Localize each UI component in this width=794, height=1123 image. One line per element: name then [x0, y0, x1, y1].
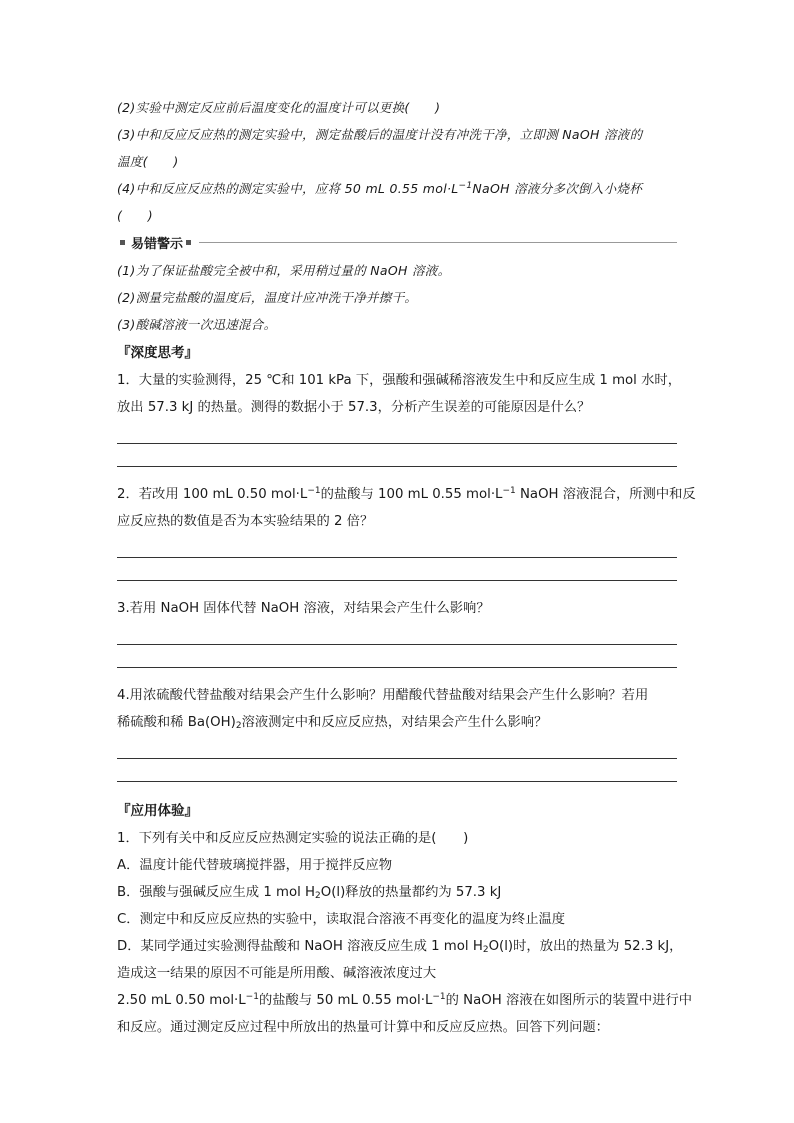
deep-q2-line1	[117, 481, 696, 508]
deep-q3: 3.若用 NaOH 固体代替 NaOH 溶液，对结果会产生什么影响？	[117, 601, 490, 616]
text-part: 的盐酸与 100 mL 0.55 mol·L	[320, 487, 503, 502]
header-rule	[199, 242, 677, 243]
subscript: 2	[482, 945, 489, 955]
subscript: 2	[315, 891, 321, 901]
superscript: −1	[432, 992, 446, 1002]
option-a: A．温度计能代替玻璃搅拌器，用于搅拌反应物	[117, 858, 393, 873]
deep-q1-line2: 放出 57.3 kJ 的热量。测得的数据小于 57.3，分析产生误差的可能原因是什么？	[117, 400, 591, 415]
text-part: NaOH 溶液混合，所测中和反	[515, 487, 696, 502]
option-d-line2: 造成这一结果的原因不可能是所用酸、碱溶液浓度过大	[117, 966, 437, 981]
text-part: (4)中和反应反应热的测定实验中，应将 50 mL 0.55 mol·L	[117, 181, 459, 196]
apply-q1-stem: 1．下列有关中和反应反应热测定实验的说法正确的是( )	[117, 831, 469, 846]
apply-title: 『应用体验』	[117, 803, 198, 819]
text-part: 2．若改用 100 mL 0.50 mol·L	[117, 487, 308, 502]
warning-title: 易错警示	[131, 236, 184, 252]
text-part: 的盐酸与 50 mL 0.55 mol·L	[258, 993, 433, 1008]
square-bullet-icon	[186, 240, 191, 245]
apply-q2-line2: 和反应。通过测定反应过程中所放出的热量可计算中和反应反应热。回答下列问题：	[117, 1020, 609, 1035]
option-b	[117, 879, 677, 906]
superscript: −1	[307, 486, 321, 496]
deep-q1-line1: 1．大量的实验测得，25 ℃和 101 kPa 下，强酸和强碱稀溶液发生中和反应生成 1 mol 水时，	[117, 373, 681, 388]
text-part: D．某同学通过实验测得盐酸和 NaOH 溶液反应生成 1 mol H	[117, 939, 483, 954]
text-part: B．强酸与强碱反应生成 1 mol H	[117, 885, 316, 900]
deep-q2-line2: 应反应热的数值是否为本实验结果的 2 倍？	[117, 514, 374, 529]
option-c: C．测定中和反应反应热的实验中，读取混合溶液不再变化的温度为终止温度	[117, 912, 566, 927]
superscript: −1	[502, 486, 516, 496]
superscript: −1	[245, 992, 259, 1002]
judge-item-4-line2: ( )	[117, 208, 153, 223]
square-bullet-icon	[120, 240, 125, 245]
text-part: O(l)时，放出的热量为 52.3 kJ，	[488, 939, 683, 954]
warning-item: (1)为了保证盐酸完全被中和，采用稍过量的 NaOH 溶液。	[117, 263, 451, 278]
deep-q4-line2	[117, 709, 677, 736]
deep-q4-line1: 4.用浓硫酸代替盐酸对结果会产生什么影响？用醋酸代替盐酸对结果会产生什么影响？若用	[117, 688, 649, 703]
page-content	[117, 94, 696, 1041]
text-part: 稀硫酸和稀 Ba(OH)	[117, 715, 236, 730]
superscript: −1	[458, 181, 473, 191]
option-d-line1	[117, 933, 683, 960]
judge-item-3-line1: (3)中和反应反应热的测定实验中，测定盐酸后的温度计没有冲洗干净，立即测 NaOH 溶液的	[117, 127, 643, 142]
subscript: 2	[235, 721, 242, 731]
warning-item: (2)测量完盐酸的温度后，温度计应冲洗干净并擦干。	[117, 290, 418, 305]
text-part: 的 NaOH 溶液在如图所示的装置中进行中	[445, 993, 693, 1008]
text-part: O(l)释放的热量都约为 57.3 kJ	[320, 885, 502, 900]
warning-header	[117, 231, 677, 253]
text-part: 2.50 mL 0.50 mol·L	[117, 993, 246, 1008]
judge-item-3-line2: 温度( )	[117, 154, 179, 169]
text-part: 溶液测定中和反应反应热，对结果会产生什么影响？	[241, 715, 548, 730]
text-part: NaOH 溶液分多次倒入小烧杯	[472, 181, 643, 196]
judge-item-4-line1	[117, 175, 677, 202]
apply-q2-line1	[117, 987, 693, 1014]
warning-item: (3)酸碱溶液一次迅速混合。	[117, 317, 277, 332]
judge-item-2: (2)实验中测定反应前后温度变化的温度计可以更换( )	[117, 100, 441, 115]
deep-thinking-title: 『深度思考』	[117, 345, 198, 361]
